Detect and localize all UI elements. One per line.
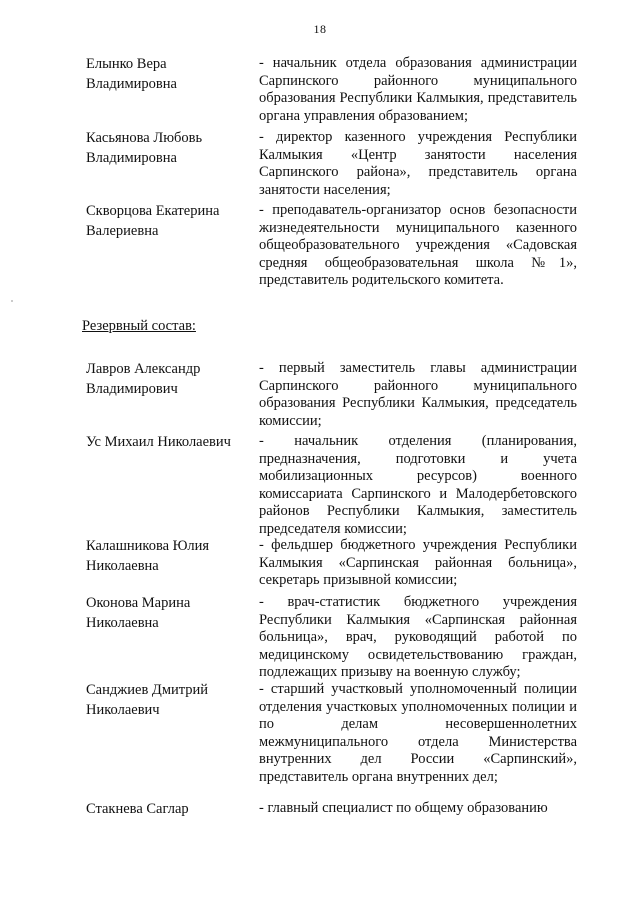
member-role: - преподаватель-организатор основ безопасности жизнедеятельности муниципального казенного общеобразовательного учреждения «Садовская средняя общеобразовательная школа №1», представитель родительского комитета. bbox=[259, 202, 577, 288]
member-role: - главный специалист по общему образованию bbox=[259, 800, 548, 816]
member-name: Скворцова Екатерина Валериевна bbox=[86, 203, 220, 239]
member-role: - врач-статистик бюджетного учреждения Республики Калмыкия «Сарпинская районная больница», врач, руководящий работой по медицинскому освидетельствованию граждан, подлежащих призыву на военную службу; bbox=[259, 594, 577, 680]
member-name: Стакнева Саглар bbox=[86, 801, 189, 817]
member-name: Калашникова Юлия Николаевна bbox=[86, 538, 210, 574]
scan-mark bbox=[11, 300, 13, 302]
member-name: Елынко Вера Владимировна bbox=[86, 56, 177, 92]
member-role: - фельдшер бюджетного учреждения Республики Калмыкия «Сарпинская районная больница», секретарь призывной комиссии; bbox=[259, 537, 577, 588]
member-role: - первый заместитель главы администрации Сарпинского районного муниципального образования Республики Калмыкия, председатель комиссии; bbox=[259, 360, 577, 429]
member-name: Ус Михаил Николаевич bbox=[86, 434, 231, 450]
member-name: Оконова Марина Николаевна bbox=[86, 595, 191, 631]
member-role: - старший участковый уполномоченный полиции отделения участковых уполномоченных полиции и по делам несовершеннолетних межмуниципального отдела Министерства внутренних дел России «Сарпинский», представитель органа внутренних дел; bbox=[259, 681, 577, 785]
member-name: Лавров Александр Владимирович bbox=[86, 361, 201, 397]
member-name: Касьянова Любовь Владимировна bbox=[86, 130, 203, 166]
reserve-section-title: Резервный состав: bbox=[82, 318, 196, 334]
member-name: Санджиев Дмитрий Николаевич bbox=[86, 682, 209, 718]
member-role: - начальник отделения (планирования, предназначения, подготовки и учета мобилизационных ресурсов) военного комиссариата Сарпинского и Малодербетовского районов Республики Калмыкия, заместитель председателя комиссии; bbox=[259, 433, 577, 537]
member-role: - начальник отдела образования администрации Сарпинского районного муниципального образования Республики Калмыкия, представитель органа управления образованием; bbox=[259, 55, 577, 124]
page-number: 18 bbox=[313, 22, 327, 36]
member-role: - директор казенного учреждения Республики Калмыкия «Центр занятости населения Сарпинского района», представитель органа занятости населения; bbox=[259, 129, 577, 198]
